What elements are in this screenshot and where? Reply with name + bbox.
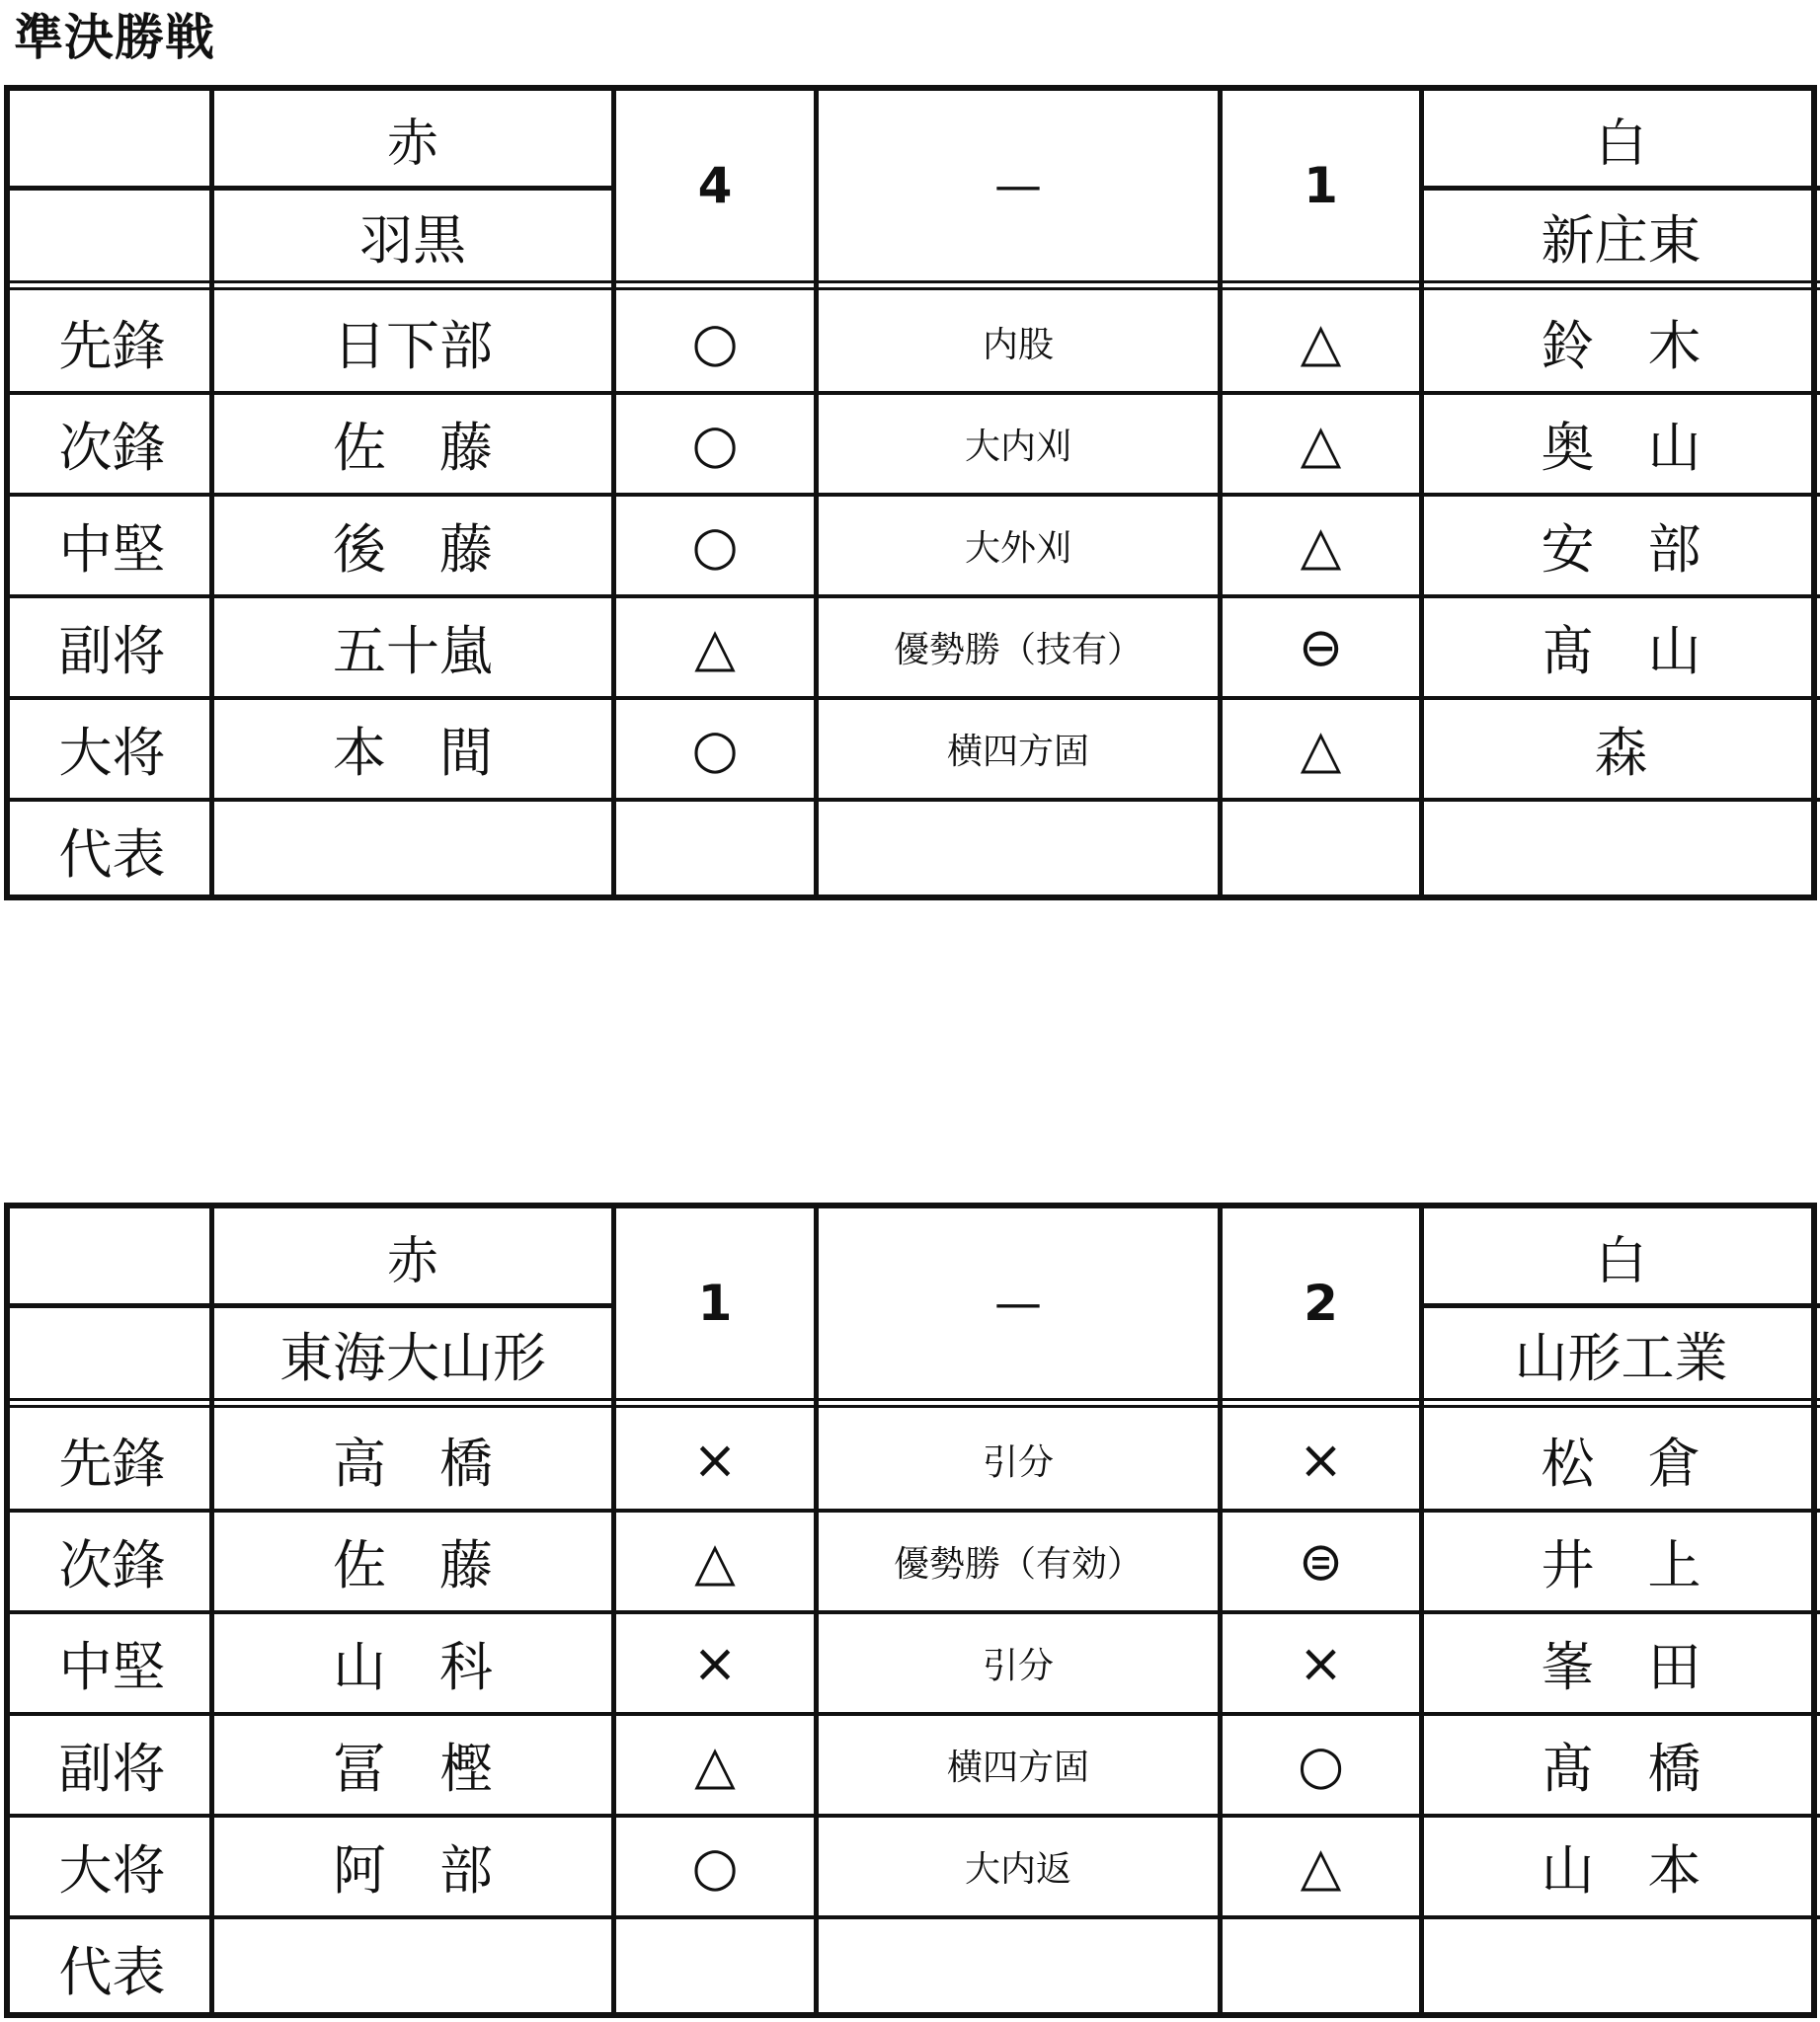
bout-position: 大将: [58, 1839, 166, 1902]
bout-position: 中堅: [58, 518, 166, 581]
white-player-name: 安 部: [1541, 518, 1701, 581]
white-score: 2: [1304, 1275, 1338, 1332]
white-result-mark: △: [1300, 1835, 1342, 1898]
bout-position: 次鋒: [58, 417, 166, 479]
red-player-name: 冨 樫: [333, 1738, 493, 1800]
white-player-name: 山 本: [1541, 1839, 1701, 1902]
bout-position: 先鋒: [58, 1433, 166, 1495]
red-result-mark: ×: [692, 1632, 738, 1694]
red-result-mark: △: [694, 1530, 736, 1593]
bout-technique: [820, 802, 1217, 899]
bout-position: 中堅: [58, 1636, 166, 1698]
red-result-mark: ○: [691, 1835, 739, 1898]
white-player-name: 奥 山: [1541, 417, 1701, 479]
white-team-name: 山形工業: [1514, 1326, 1728, 1389]
white-result-mark: △: [1300, 413, 1342, 475]
bout-technique: 優勢勝（技有）: [893, 630, 1143, 670]
header-double-rule: [10, 287, 1820, 290]
white-player-name: 鈴 木: [1541, 315, 1701, 377]
white-player-name: [1425, 802, 1817, 899]
white-team-name: 新庄東: [1541, 208, 1701, 272]
red-team-name: 東海大山形: [279, 1326, 546, 1389]
red-result-mark: ○: [691, 311, 739, 373]
red-player-name: 日下部: [333, 315, 493, 377]
bout-technique: [820, 1919, 1217, 2017]
white-player-name: 髙 山: [1541, 620, 1701, 682]
score-separator: —: [994, 1276, 1042, 1331]
red-player-name: 高 橋: [333, 1433, 493, 1495]
header-divider: [10, 1303, 211, 1308]
white-label: 白: [1595, 1231, 1647, 1291]
bout-position: 副将: [58, 620, 166, 682]
score-separator: —: [994, 158, 1042, 213]
header-divider: [10, 186, 211, 191]
white-label: 白: [1595, 114, 1647, 174]
red-player-name: 五十嵐: [333, 620, 493, 682]
match-table: [4, 85, 1817, 900]
white-player-name: 井 上: [1541, 1534, 1701, 1596]
white-result-mark: [1224, 1919, 1418, 2017]
bout-position: 副将: [58, 1738, 166, 1800]
bout-position: 代表: [58, 1941, 166, 2003]
bout-technique: 内股: [982, 325, 1054, 365]
white-result-mark: ×: [1298, 1429, 1344, 1491]
white-result-mark: ×: [1298, 1632, 1344, 1694]
red-player-name: [215, 1919, 610, 2017]
red-label: 赤: [386, 1231, 438, 1291]
white-player-name: 峯 田: [1541, 1636, 1701, 1698]
bout-position: 次鋒: [58, 1534, 166, 1596]
white-player-name: 森: [1594, 722, 1648, 784]
red-score: 4: [697, 157, 733, 214]
red-player-name: [215, 802, 610, 899]
white-result-mark: ○: [1297, 1734, 1345, 1796]
white-player-name: [1425, 1919, 1817, 2017]
bout-technique: 横四方固: [946, 1748, 1089, 1788]
red-label: 赤: [386, 114, 438, 174]
white-result-mark: △: [1300, 311, 1342, 373]
white-result-mark: ⊖: [1298, 616, 1344, 678]
red-result-mark: [617, 802, 813, 899]
white-result-mark: △: [1300, 718, 1342, 780]
bout-technique: 大外刈: [964, 528, 1071, 569]
white-result-mark: [1224, 802, 1418, 899]
red-result-mark: ○: [691, 718, 739, 780]
white-result-mark: ⊜: [1298, 1530, 1344, 1593]
bout-position: 大将: [58, 722, 166, 784]
red-result-mark: ○: [691, 514, 739, 577]
white-result-mark: △: [1300, 514, 1342, 577]
red-result-mark: ×: [692, 1429, 738, 1491]
red-score: 1: [697, 1275, 733, 1332]
red-result-mark: [617, 1919, 813, 2017]
bout-technique: 引分: [982, 1442, 1054, 1483]
white-score: 1: [1304, 157, 1338, 214]
bout-technique: 横四方固: [946, 732, 1089, 772]
red-player-name: 山 科: [333, 1636, 493, 1698]
white-player-name: 松 倉: [1541, 1433, 1701, 1495]
red-result-mark: ○: [691, 413, 739, 475]
match-table: [4, 1203, 1817, 2018]
bout-technique: 大内刈: [964, 427, 1071, 467]
red-player-name: 後 藤: [333, 518, 493, 581]
red-result-mark: △: [694, 1734, 736, 1796]
red-team-name: 羽黒: [359, 208, 466, 272]
red-result-mark: △: [694, 616, 736, 678]
red-player-name: 阿 部: [333, 1839, 493, 1902]
page-title: 準決勝戦: [14, 9, 215, 66]
bout-technique: 引分: [982, 1646, 1054, 1686]
bout-technique: 大内返: [964, 1849, 1071, 1890]
bout-technique: 優勢勝（有効）: [893, 1544, 1143, 1585]
red-player-name: 佐 藤: [333, 1534, 493, 1596]
header-double-rule: [10, 1405, 1820, 1408]
bout-position: 先鋒: [58, 315, 166, 377]
bout-position: 代表: [58, 823, 166, 886]
red-player-name: 佐 藤: [333, 417, 493, 479]
red-player-name: 本 間: [333, 722, 493, 784]
white-player-name: 髙 橋: [1541, 1738, 1701, 1800]
